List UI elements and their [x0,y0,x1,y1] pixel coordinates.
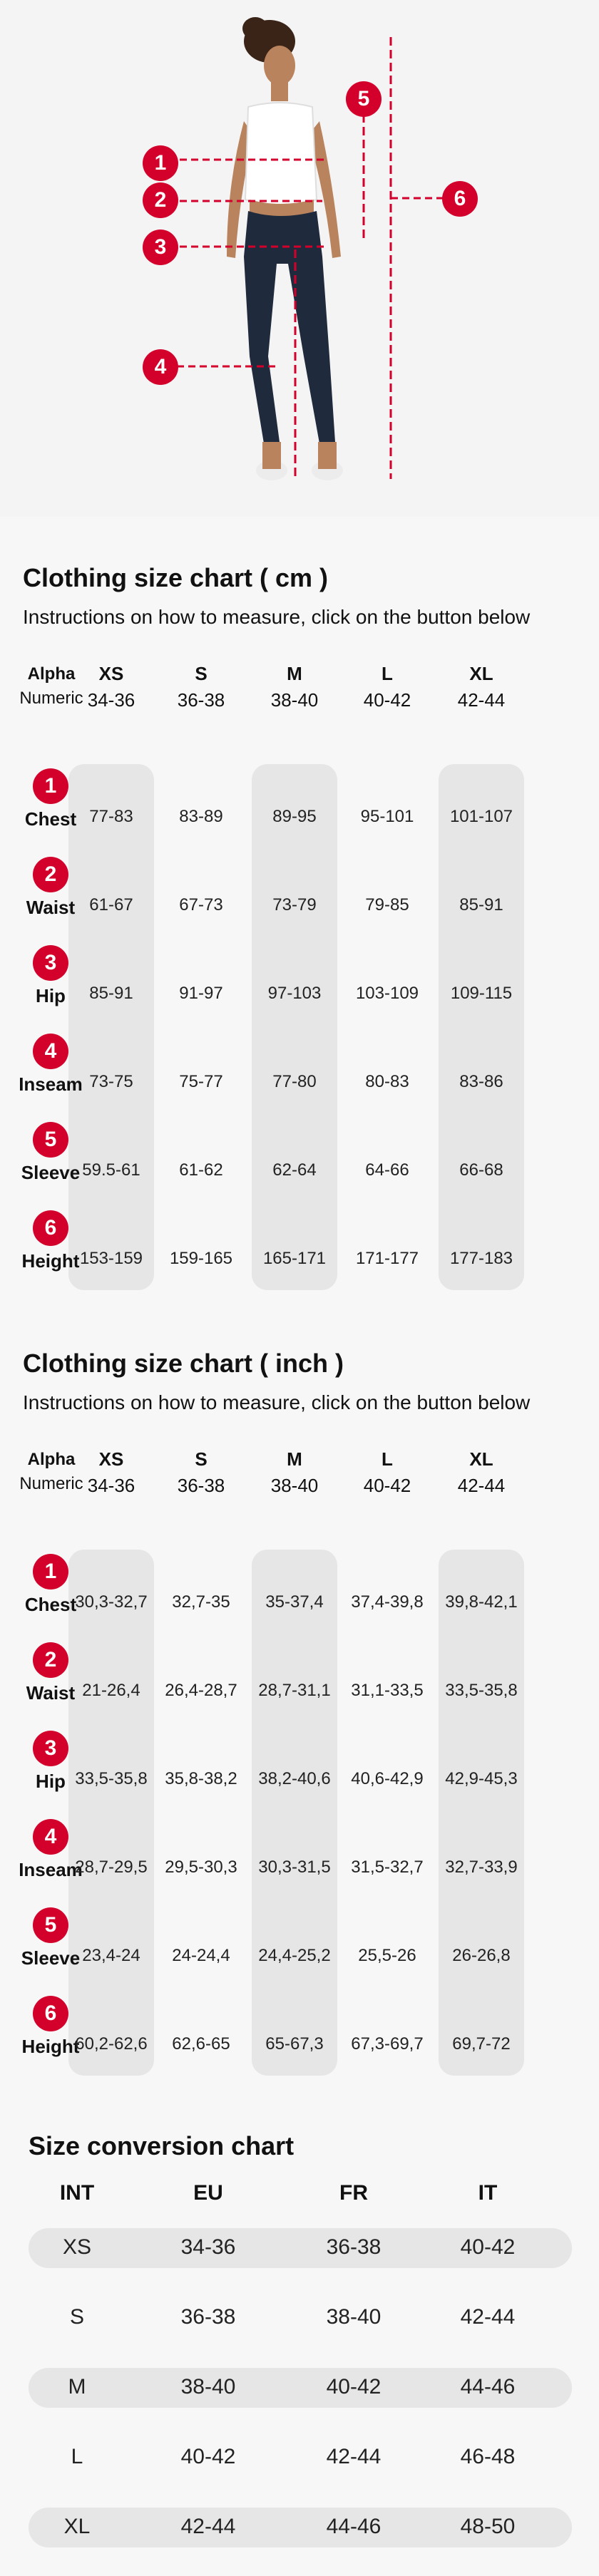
size-column-header [340,663,434,711]
measure-number-badge: 2 [33,1642,68,1678]
marker-5-badge: 5 [346,81,382,117]
measure-value-cell: 89-95 [272,807,317,826]
measure-value-cell: 37,4-39,8 [351,1592,424,1612]
conversion-cell: S [69,2305,84,2329]
conversion-cell: M [68,2375,86,2399]
marker-4-badge: 4 [143,349,178,385]
size-numeric: 42-44 [457,1475,506,1496]
measure-value-cell: 97-103 [267,984,322,1003]
measure-value-cell: 38,2-40,6 [258,1769,331,1788]
measure-value-cell: 33,5-35,8 [445,1681,518,1700]
size-column-header [154,663,248,711]
size-column-header [247,663,342,711]
measure-value-cell: 32,7-35 [172,1592,230,1612]
measure-label: Height [21,2036,80,2057]
measure-label: Sleeve [21,1162,81,1183]
measure-value-cell: 67-73 [179,895,223,915]
size-column-header [247,1448,342,1497]
conversion-chart-title: Size conversion chart [29,2131,295,2160]
size-column-header [154,1448,248,1497]
conversion-column-header: EU [193,2181,223,2205]
inch-size-table [0,1441,599,2083]
measure-value-cell: 31,5-32,7 [351,1858,424,1877]
conversion-cell: 36-38 [326,2235,382,2259]
numeric-label: Numeric [19,1474,83,1493]
marker-1-badge: 1 [143,145,178,181]
measure-value-cell: 171-177 [355,1249,419,1268]
conversion-cell: 38-40 [326,2305,382,2329]
measure-value-cell: 24,4-25,2 [258,1946,331,1965]
measure-number-badge: 6 [33,1210,68,1246]
size-numeric: 36-38 [177,1475,225,1496]
size-numeric: 38-40 [270,1475,319,1496]
measure-value-cell: 29,5-30,3 [165,1858,237,1877]
marker-6-badge: 6 [442,181,478,217]
cm-size-table [0,656,599,1297]
measure-value-cell: 95-101 [360,807,414,826]
marker-3-badge: 3 [143,230,178,265]
measure-value-cell: 65-67,3 [265,2034,324,2054]
size-column-band [252,764,337,1290]
measure-label: Waist [26,1682,76,1704]
measure-value-cell: 42,9-45,3 [445,1769,518,1788]
measure-value-cell: 79-85 [365,895,409,915]
alpha-label: Alpha [27,1450,76,1469]
measure-value-cell: 77-80 [272,1072,317,1091]
size-alpha: XL [469,663,493,684]
measure-label: Sleeve [21,1947,81,1969]
measure-value-cell: 69,7-72 [452,2034,511,2054]
size-numeric: 40-42 [363,1475,411,1496]
size-numeric: 36-38 [177,689,225,711]
measure-value-cell: 26,4-28,7 [165,1681,237,1700]
alpha-label: Alpha [27,664,76,684]
measure-value-cell: 35,8-38,2 [165,1769,237,1788]
conversion-cell: 36-38 [180,2305,236,2329]
measure-value-cell: 31,1-33,5 [351,1681,424,1700]
measure-value-cell: 59.5-61 [82,1160,140,1180]
measure-value-cell: 26-26,8 [452,1946,511,1965]
size-numeric: 38-40 [270,689,319,711]
measure-value-cell: 28,7-31,1 [258,1681,331,1700]
measure-value-cell: 83-86 [459,1072,503,1091]
measure-value-cell: 28,7-29,5 [75,1858,148,1877]
size-column-header [64,1448,158,1497]
cm-chart-title: Clothing size chart ( cm ) [23,563,329,592]
measure-value-cell: 32,7-33,9 [445,1858,518,1877]
conversion-cell: 40-42 [326,2375,382,2399]
size-numeric: 42-44 [457,689,506,711]
conversion-cell: 48-50 [460,2515,516,2538]
size-column-header [434,1448,528,1497]
measure-label: Waist [26,897,76,918]
measure-label: Height [21,1250,80,1272]
measure-label: Hip [36,1771,66,1792]
size-alpha: M [287,1448,302,1470]
measure-value-cell: 73-79 [272,895,317,915]
conversion-cell: XL [63,2515,91,2538]
size-alpha: XL [469,1448,493,1470]
measure-number-badge: 5 [33,1907,68,1943]
measure-value-cell: 61-62 [179,1160,223,1180]
measure-number-badge: 1 [33,1554,68,1590]
measure-label: Chest [24,1594,77,1615]
measure-value-cell: 73-75 [89,1072,133,1091]
hero-model-image [0,0,599,517]
size-numeric: 34-36 [87,689,135,711]
measure-value-cell: 77-83 [89,807,133,826]
measure-number-badge: 5 [33,1122,68,1158]
measure-label: Hip [36,985,66,1006]
size-column-header [64,663,158,711]
conversion-cell: 38-40 [180,2375,236,2399]
conversion-cell: L [71,2445,83,2468]
conversion-table [0,2174,599,2559]
measure-value-cell: 39,8-42,1 [445,1592,518,1612]
measure-value-cell: 85-91 [459,895,503,915]
measure-number-badge: 4 [33,1034,68,1069]
measure-value-cell: 80-83 [365,1072,409,1091]
numeric-label: Numeric [19,689,83,708]
model-figure-illustration [0,0,599,517]
measure-value-cell: 83-89 [179,807,223,826]
conversion-cell: 34-36 [180,2235,236,2259]
measure-value-cell: 25,5-26 [358,1946,416,1965]
measure-label: Inseam [19,1073,83,1095]
measure-value-cell: 159-165 [169,1249,233,1268]
cm-chart-subtitle: Instructions on how to measure, click on the button below [23,606,531,628]
conversion-column-header: INT [59,2181,95,2205]
size-column-band [439,764,524,1290]
size-alpha: S [195,1448,208,1470]
measure-value-cell: 33,5-35,8 [75,1769,148,1788]
measure-value-cell: 75-77 [179,1072,223,1091]
measure-number-badge: 4 [33,1819,68,1855]
measure-value-cell: 40,6-42,9 [351,1769,424,1788]
conversion-cell: 40-42 [180,2445,236,2468]
conversion-column-header: IT [478,2181,498,2205]
inch-chart-subtitle: Instructions on how to measure, click on the button below [23,1391,531,1413]
measure-label: Chest [24,808,77,830]
measure-value-cell: 62,6-65 [172,2034,230,2054]
measure-value-cell: 64-66 [365,1160,409,1180]
size-column-band [252,1550,337,2076]
measure-value-cell: 165-171 [262,1249,327,1268]
conversion-cell: 40-42 [460,2235,516,2259]
measure-value-cell: 35-37,4 [265,1592,324,1612]
measure-value-cell: 67,3-69,7 [351,2034,424,2054]
conversion-cell: 46-48 [460,2445,516,2468]
size-alpha: L [382,663,393,684]
measure-value-cell: 60,2-62,6 [75,2034,148,2054]
measure-value-cell: 24-24,4 [172,1946,230,1965]
size-alpha: XS [98,1448,124,1470]
measure-value-cell: 61-67 [89,895,133,915]
measure-value-cell: 103-109 [355,984,419,1003]
size-alpha: L [382,1448,393,1470]
conversion-cell: 42-44 [460,2305,516,2329]
size-column-band [439,1550,524,2076]
size-column-header [340,1448,434,1497]
size-column-header [434,663,528,711]
size-numeric: 40-42 [363,689,411,711]
measure-value-cell: 101-107 [449,807,513,826]
conversion-cell: XS [62,2235,92,2259]
measure-number-badge: 1 [33,768,68,804]
conversion-cell: 44-46 [460,2375,516,2399]
measure-value-cell: 21-26,4 [82,1681,140,1700]
conversion-cell: 42-44 [180,2515,236,2538]
inch-chart-title: Clothing size chart ( inch ) [23,1349,344,1378]
size-alpha: M [287,663,302,684]
measure-number-badge: 2 [33,857,68,892]
measure-value-cell: 109-115 [450,984,513,1003]
measure-value-cell: 30,3-32,7 [75,1592,148,1612]
measure-value-cell: 23,4-24 [82,1946,140,1965]
conversion-column-header: FR [339,2181,368,2205]
marker-2-badge: 2 [143,182,178,218]
size-alpha: S [195,663,208,684]
measure-number-badge: 3 [33,945,68,981]
measure-value-cell: 153-159 [79,1249,143,1268]
measure-value-cell: 85-91 [89,984,133,1003]
measure-value-cell: 30,3-31,5 [258,1858,331,1877]
measure-value-cell: 91-97 [179,984,223,1003]
measure-number-badge: 3 [33,1731,68,1766]
measure-number-badge: 6 [33,1996,68,2031]
size-numeric: 34-36 [87,1475,135,1496]
conversion-cell: 44-46 [326,2515,382,2538]
measure-value-cell: 177-183 [449,1249,513,1268]
measure-value-cell: 62-64 [272,1160,317,1180]
conversion-cell: 42-44 [326,2445,382,2468]
measure-value-cell: 66-68 [459,1160,503,1180]
size-alpha: XS [98,663,124,684]
measure-label: Inseam [19,1859,83,1880]
